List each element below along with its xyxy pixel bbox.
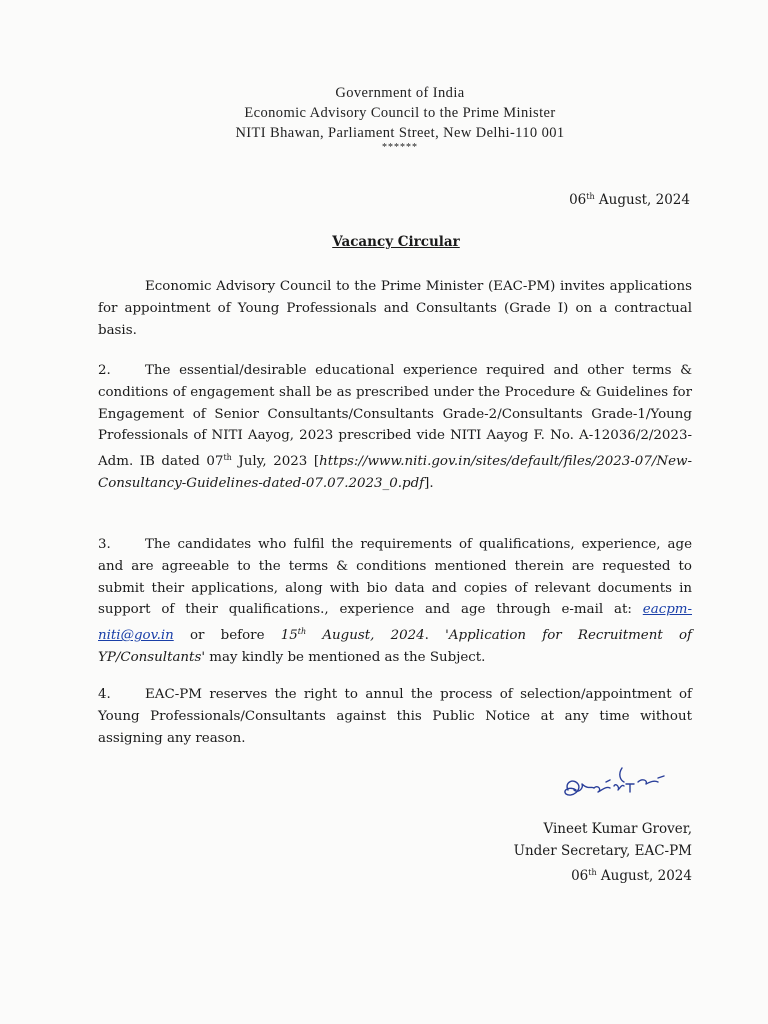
paragraph-2-text-c: ].	[424, 475, 434, 491]
deadline	[281, 628, 425, 643]
paragraph-2-number: 2.	[98, 363, 111, 378]
paragraph-2-text-b: July, 2023 [	[231, 454, 320, 470]
deadline-rest: August, 2024	[306, 628, 425, 644]
letterhead-line-address: NITI Bhawan, Parliament Street, New Delhi-110 001	[235, 125, 565, 141]
issue-date-rest: August, 2024	[594, 192, 690, 208]
issue-date-day: 06	[569, 192, 587, 208]
letterhead	[0, 83, 768, 153]
handwritten-signature	[558, 760, 688, 808]
deadline-day: 15	[280, 628, 298, 644]
paragraph-1	[98, 276, 692, 341]
signatory-designation: Under Secretary, EAC-PM	[513, 843, 692, 859]
paragraph-3-number: 3.	[98, 537, 111, 552]
paragraph-2	[98, 360, 692, 495]
paragraph-2-sup: th	[223, 453, 232, 463]
paragraph-4-number: 4.	[98, 687, 111, 702]
signatory-date-sup: th	[588, 868, 597, 877]
deadline-sup: th	[297, 627, 307, 637]
paragraph-3-text-d: may kindly be mentioned as the Subject.	[205, 649, 486, 665]
signatory-date-rest: August, 2024	[596, 868, 692, 884]
letterhead-line-government: Government of India	[335, 85, 465, 101]
paragraph-3-text-b: or before	[173, 628, 281, 644]
email-subject: 'Application for Recruitment of YP/Consultants'	[98, 628, 692, 665]
signatory-date	[514, 862, 692, 887]
letterhead-stars: ******	[382, 142, 418, 153]
guidelines-url[interactable]: https://www.niti.gov.in/sites/default/files/2023-07/New-Consultancy-Guidelines-dated-07.07.2023_0.pdf	[98, 454, 692, 491]
issue-date-suffix: th	[586, 192, 595, 201]
document-title: Vacancy Circular	[332, 234, 460, 250]
signatory-block	[514, 818, 692, 887]
email-link[interactable]: eacpm-niti@gov.in	[98, 602, 692, 644]
paragraph-4	[98, 684, 692, 749]
paragraph-3-text-c: .	[424, 628, 446, 644]
paragraph-3	[98, 534, 692, 669]
paragraph-1-text: Economic Advisory Council to the Prime Minister (EAC-PM) invites applications for appointment of Young Professionals and Consultants (Grade I) on a contractual basis.	[98, 279, 692, 338]
paragraph-3-text-a: The candidates who fulfil the requirements of qualifications, experience, age and are agreeable to the terms & conditions mentioned therein are requested to submit their applications, along with bio data and copies of relevant documents in support of their qualifications., experience and age through e-mail at:	[98, 537, 692, 618]
paragraph-4-text: EAC-PM reserves the right to annul the process of selection/appointment of Young Professionals/Consultants against this Public Notice at any time without assigning any reason.	[98, 687, 692, 746]
paragraph-2-text-a: The essential/desirable educational experience required and other terms & conditions of engagement shall be as prescribed under the Procedure & Guidelines for Engagement of Senior Consultants/Consultants Grade-2/Consultants Grade-1/Young Professionals of NITI Aayog, 2023 prescribed vide NITI Aayog F. No. A-12036/2/2023-Adm. IB dated 07	[98, 363, 692, 470]
signatory-name: Vineet Kumar Grover,	[543, 821, 692, 837]
issue-date	[569, 192, 690, 208]
letterhead-line-council: Economic Advisory Council to the Prime Minister	[244, 105, 556, 121]
signatory-date-day: 06	[571, 868, 589, 884]
